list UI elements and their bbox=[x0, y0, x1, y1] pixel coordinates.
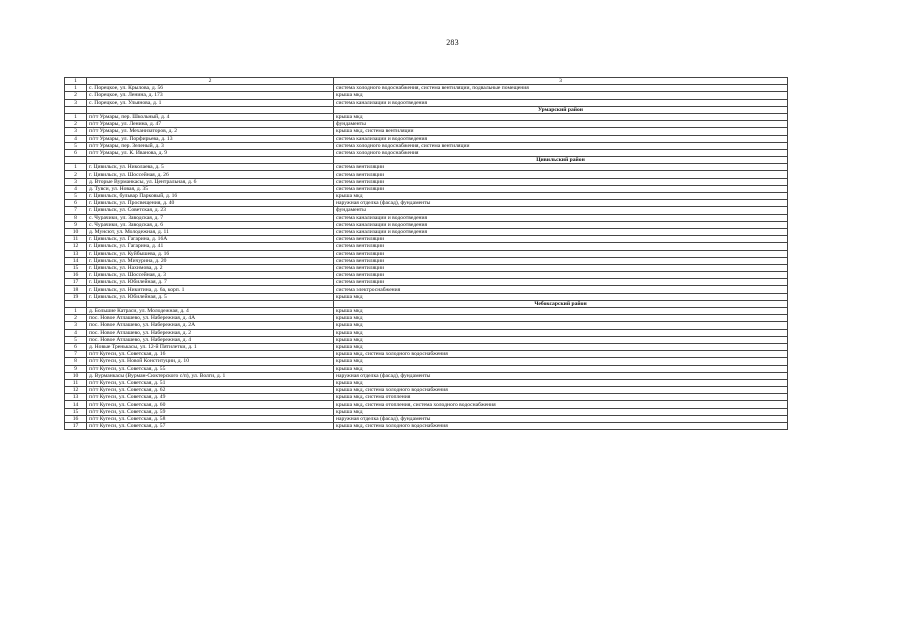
row-number: 8 bbox=[65, 358, 87, 365]
row-number: 1 bbox=[65, 113, 87, 120]
row-address: г. Цивильск, ул. Гагарина, д. 16А bbox=[87, 236, 334, 243]
row-address: п/гт Кугеси, ул. Новой Конституции, д. 10 bbox=[87, 358, 334, 365]
row-number: 2 bbox=[65, 171, 87, 178]
row-number: 2 bbox=[65, 121, 87, 128]
row-address: г. Цивильск, ул. Николаева, д. 5 bbox=[87, 164, 334, 171]
row-number: 17 bbox=[65, 279, 87, 286]
row-number: 13 bbox=[65, 250, 87, 257]
row-address: п/гт Кугеси, ул. Советская, д. 58 bbox=[87, 415, 334, 422]
table-row bbox=[65, 293, 788, 300]
row-address: п/гт Кугеси, ул. Советская, д. 55 bbox=[87, 365, 334, 372]
section-row bbox=[65, 300, 788, 307]
row-number: 14 bbox=[65, 401, 87, 408]
table-row bbox=[65, 121, 788, 128]
table-row bbox=[65, 92, 788, 99]
table-row bbox=[65, 408, 788, 415]
table-row bbox=[65, 207, 788, 214]
row-address: п/гт Урмары, пер. Школьный, д. 4 bbox=[87, 113, 334, 120]
row-works: крыша мкд, система холодного водоснабжения bbox=[334, 351, 788, 358]
row-works: система вентиляции bbox=[334, 171, 788, 178]
row-address: с. Порецкое, ул. Ленина, д. 173 bbox=[87, 92, 334, 99]
row-address: г. Цивильск, ул. Гагарина, д. 41 bbox=[87, 243, 334, 250]
table-row bbox=[65, 221, 788, 228]
row-number: 8 bbox=[65, 214, 87, 221]
table-row bbox=[65, 423, 788, 430]
section-row bbox=[65, 106, 788, 113]
table-row bbox=[65, 387, 788, 394]
table-row bbox=[65, 401, 788, 408]
row-number: 12 bbox=[65, 387, 87, 394]
row-address: пос. Новое Атлашево, ул. Набережная, д. 4 bbox=[87, 336, 334, 343]
row-address: д. Мунсют, ул. Молодежная, д. 11 bbox=[87, 228, 334, 235]
row-number: 3 bbox=[65, 178, 87, 185]
table-row bbox=[65, 164, 788, 171]
table-row bbox=[65, 336, 788, 343]
table-header-row bbox=[65, 78, 788, 85]
row-address: д. Большие Катраси, ул. Молодежная, д. 4 bbox=[87, 308, 334, 315]
section-empty-cell bbox=[87, 157, 334, 164]
section-empty-cell bbox=[87, 300, 334, 307]
row-number: 1 bbox=[65, 308, 87, 315]
row-works: крыша мкд, система отопления, система холодного водоснабжения bbox=[334, 401, 788, 408]
row-works: крыша мкд, система холодного водоснабжения bbox=[334, 387, 788, 394]
row-works: система вентиляции bbox=[334, 272, 788, 279]
row-address: п/гт Кугеси, ул. Советская, д. 57 bbox=[87, 423, 334, 430]
row-works: крыша мкд, система отопления bbox=[334, 394, 788, 401]
row-number: 15 bbox=[65, 264, 87, 271]
table-row bbox=[65, 149, 788, 156]
row-works: крыша мкд bbox=[334, 315, 788, 322]
row-works: крыша мкд bbox=[334, 358, 788, 365]
row-works: система вентиляции bbox=[334, 250, 788, 257]
table-row bbox=[65, 415, 788, 422]
section-title: Чебоксарский район bbox=[334, 300, 788, 307]
row-works: система вентиляции bbox=[334, 236, 788, 243]
row-address: д. Вторые Вурманкасы, ул. Центральная, д. 6 bbox=[87, 178, 334, 185]
row-number: 16 bbox=[65, 415, 87, 422]
row-works: система канализации и водоотведения bbox=[334, 99, 788, 106]
row-number: 5 bbox=[65, 336, 87, 343]
table-row bbox=[65, 315, 788, 322]
section-row bbox=[65, 157, 788, 164]
table-row bbox=[65, 308, 788, 315]
row-works: система холодного водоснабжения bbox=[334, 149, 788, 156]
row-number: 10 bbox=[65, 372, 87, 379]
row-address: г. Цивильск, ул. Никитина, д. 6а, корп. 1 bbox=[87, 286, 334, 293]
row-address: г. Цивильск, ул. Шоссейная, д. 3 bbox=[87, 272, 334, 279]
row-number: 9 bbox=[65, 221, 87, 228]
section-title: Урмарский район bbox=[334, 106, 788, 113]
row-address: п/гт Кугеси, ул. Советская, д. 51 bbox=[87, 379, 334, 386]
row-works: система канализации и водоотведения bbox=[334, 214, 788, 221]
row-number: 6 bbox=[65, 343, 87, 350]
row-number: 5 bbox=[65, 193, 87, 200]
row-number: 3 bbox=[65, 128, 87, 135]
row-works: система вентиляции bbox=[334, 279, 788, 286]
row-address: п/гт Урмары, ул. Порфирьева, д. 13 bbox=[87, 135, 334, 142]
row-number: 16 bbox=[65, 272, 87, 279]
table-row bbox=[65, 214, 788, 221]
row-number: 11 bbox=[65, 379, 87, 386]
row-number: 15 bbox=[65, 408, 87, 415]
section-empty-cell bbox=[87, 106, 334, 113]
row-works: крыша мкд bbox=[334, 343, 788, 350]
row-number: 9 bbox=[65, 365, 87, 372]
table-row bbox=[65, 343, 788, 350]
table-row bbox=[65, 128, 788, 135]
row-works: система вентиляции bbox=[334, 257, 788, 264]
row-works: наружная отделка (фасад), фундаменты bbox=[334, 200, 788, 207]
table-row bbox=[65, 200, 788, 207]
row-works: крыша мкд bbox=[334, 336, 788, 343]
table-row bbox=[65, 178, 788, 185]
row-works: крыша мкд bbox=[334, 193, 788, 200]
row-works: система электроснабжения bbox=[334, 286, 788, 293]
row-works: крыша мкд bbox=[334, 293, 788, 300]
row-address: п/гт Кугеси, ул. Советская, д. 59 bbox=[87, 408, 334, 415]
table-row bbox=[65, 193, 788, 200]
section-empty-cell bbox=[65, 300, 87, 307]
row-address: с. Порецкое, ул. Крылова, д. 56 bbox=[87, 85, 334, 92]
table-row bbox=[65, 257, 788, 264]
row-address: г. Цивильск, ул. Советская, д. 23 bbox=[87, 207, 334, 214]
row-address: г. Цивильск, ул. Нахимова, д. 2 bbox=[87, 264, 334, 271]
row-number: 2 bbox=[65, 315, 87, 322]
table-body bbox=[65, 78, 788, 430]
row-works: фундаменты bbox=[334, 207, 788, 214]
row-address: п/гт Кугеси, ул. Советская, д. 49 bbox=[87, 394, 334, 401]
table-row bbox=[65, 171, 788, 178]
row-number: 6 bbox=[65, 200, 87, 207]
row-number: 4 bbox=[65, 135, 87, 142]
row-works: крыша мкд, система холодного водоснабжения bbox=[334, 423, 788, 430]
row-address: д. Вурманкасы (Вурман-Сюктерского с/п), ул. Волги, д. 1 bbox=[87, 372, 334, 379]
row-works: система вентиляции bbox=[334, 178, 788, 185]
row-address: п/гт Кугеси, ул. Советская, д. 62 bbox=[87, 387, 334, 394]
row-works: система вентиляции bbox=[334, 164, 788, 171]
row-address: п/гт Урмары, ул. К. Иванова, д. 9 bbox=[87, 149, 334, 156]
row-address: с. Порецкое, ул. Ульянова, д. 1 bbox=[87, 99, 334, 106]
row-address: п/гт Кугеси, ул. Советская, д. 60 bbox=[87, 401, 334, 408]
header-col-address: 2 bbox=[87, 78, 334, 85]
row-number: 11 bbox=[65, 236, 87, 243]
table-row bbox=[65, 250, 788, 257]
row-works: система вентиляции bbox=[334, 243, 788, 250]
table-row bbox=[65, 394, 788, 401]
row-address: с. Чурачики, ул. Заводская, д. 6 bbox=[87, 221, 334, 228]
row-number: 6 bbox=[65, 149, 87, 156]
row-works: крыша мкд bbox=[334, 308, 788, 315]
row-number: 18 bbox=[65, 286, 87, 293]
row-address: д. Новые Тренькасы, ул. 12-й Пятилетки, д. 1 bbox=[87, 343, 334, 350]
table-row bbox=[65, 142, 788, 149]
row-address: д. Тувси, ул. Новая, д. 35 bbox=[87, 185, 334, 192]
section-title: Цивильский район bbox=[334, 157, 788, 164]
header-col-works: 3 bbox=[334, 78, 788, 85]
row-address: г. Цивильск, ул. Юбилейная, д. 7 bbox=[87, 279, 334, 286]
row-address: п/гт Урмары, ул. Ленина, д. 47 bbox=[87, 121, 334, 128]
table-row bbox=[65, 351, 788, 358]
row-number: 4 bbox=[65, 185, 87, 192]
table-row bbox=[65, 243, 788, 250]
row-address: п/гт Урмары, ул. Механизаторов, д. 2 bbox=[87, 128, 334, 135]
row-number: 17 bbox=[65, 423, 87, 430]
row-address: пос. Новое Атлашево, ул. Набережная, д. 2А bbox=[87, 322, 334, 329]
table-row bbox=[65, 99, 788, 106]
row-works: наружная отделка (фасад), фундаменты bbox=[334, 415, 788, 422]
table-row bbox=[65, 358, 788, 365]
row-works: крыша мкд, система вентиляции bbox=[334, 128, 788, 135]
row-number: 3 bbox=[65, 99, 87, 106]
row-works: система канализации и водоотведения bbox=[334, 228, 788, 235]
table-row bbox=[65, 379, 788, 386]
table-row bbox=[65, 135, 788, 142]
row-works: крыша мкд bbox=[334, 329, 788, 336]
row-number: 12 bbox=[65, 243, 87, 250]
table-row bbox=[65, 228, 788, 235]
section-empty-cell bbox=[65, 106, 87, 113]
row-address: п/гт Кугеси, ул. Советская, д. 16 bbox=[87, 351, 334, 358]
row-works: крыша мкд bbox=[334, 113, 788, 120]
row-number: 4 bbox=[65, 329, 87, 336]
row-address: пос. Новое Атлашево, ул. Набережная, д. 2 bbox=[87, 329, 334, 336]
row-number: 13 bbox=[65, 394, 87, 401]
table-row bbox=[65, 236, 788, 243]
table-row bbox=[65, 329, 788, 336]
row-address: г. Цивильск, ул. Куйбышева, д. 16 bbox=[87, 250, 334, 257]
row-works: крыша мкд bbox=[334, 408, 788, 415]
table-row bbox=[65, 372, 788, 379]
row-works: система канализации и водоотведения bbox=[334, 221, 788, 228]
row-works: крыша мкд bbox=[334, 379, 788, 386]
table-row bbox=[65, 85, 788, 92]
page-number: 283 bbox=[446, 38, 459, 47]
table-row bbox=[65, 322, 788, 329]
row-number: 10 bbox=[65, 228, 87, 235]
row-number: 19 bbox=[65, 293, 87, 300]
row-works: система холодного водоснабжения, система вентиляции, подвальные помещения bbox=[334, 85, 788, 92]
row-number: 14 bbox=[65, 257, 87, 264]
row-number: 7 bbox=[65, 207, 87, 214]
row-works: система канализации и водоотведения bbox=[334, 135, 788, 142]
header-col-number: 1 bbox=[65, 78, 87, 85]
row-works: система вентиляции bbox=[334, 264, 788, 271]
row-works: крыша мкд bbox=[334, 322, 788, 329]
table-row bbox=[65, 185, 788, 192]
row-address: пос. Новое Атлашево, ул. Набережная, д. 4А bbox=[87, 315, 334, 322]
row-works: система холодного водоснабжения, система вентиляции bbox=[334, 142, 788, 149]
table-row bbox=[65, 113, 788, 120]
row-address: г. Цивильск, ул. Юбилейная, д. 5 bbox=[87, 293, 334, 300]
row-works: крыша мкд bbox=[334, 92, 788, 99]
row-works: крыша мкд bbox=[334, 365, 788, 372]
row-works: наружная отделка (фасад), фундаменты bbox=[334, 372, 788, 379]
row-number: 3 bbox=[65, 322, 87, 329]
row-number: 1 bbox=[65, 164, 87, 171]
row-works: система вентиляции bbox=[334, 185, 788, 192]
row-number: 2 bbox=[65, 92, 87, 99]
table-row bbox=[65, 264, 788, 271]
row-address: п/гт Урмары, пер. Зеленый, д. 3 bbox=[87, 142, 334, 149]
section-empty-cell bbox=[65, 157, 87, 164]
row-works: фундаменты bbox=[334, 121, 788, 128]
table-row bbox=[65, 365, 788, 372]
table-row bbox=[65, 286, 788, 293]
table-row bbox=[65, 279, 788, 286]
table-row bbox=[65, 272, 788, 279]
row-address: г. Цивильск, ул. Мичурина, д. 20 bbox=[87, 257, 334, 264]
row-address: г. Цивильск, ул. Шоссейная, д. 26 bbox=[87, 171, 334, 178]
row-address: с. Чурачики, ул. Заводская, д. 7 bbox=[87, 214, 334, 221]
row-number: 7 bbox=[65, 351, 87, 358]
row-address: г. Цивильск, бульвар Парковый, д. 16 bbox=[87, 193, 334, 200]
row-number: 1 bbox=[65, 85, 87, 92]
repair-works-table bbox=[64, 77, 788, 430]
row-address: г. Цивильск, ул. Просвещения, д. 40 bbox=[87, 200, 334, 207]
row-number: 5 bbox=[65, 142, 87, 149]
